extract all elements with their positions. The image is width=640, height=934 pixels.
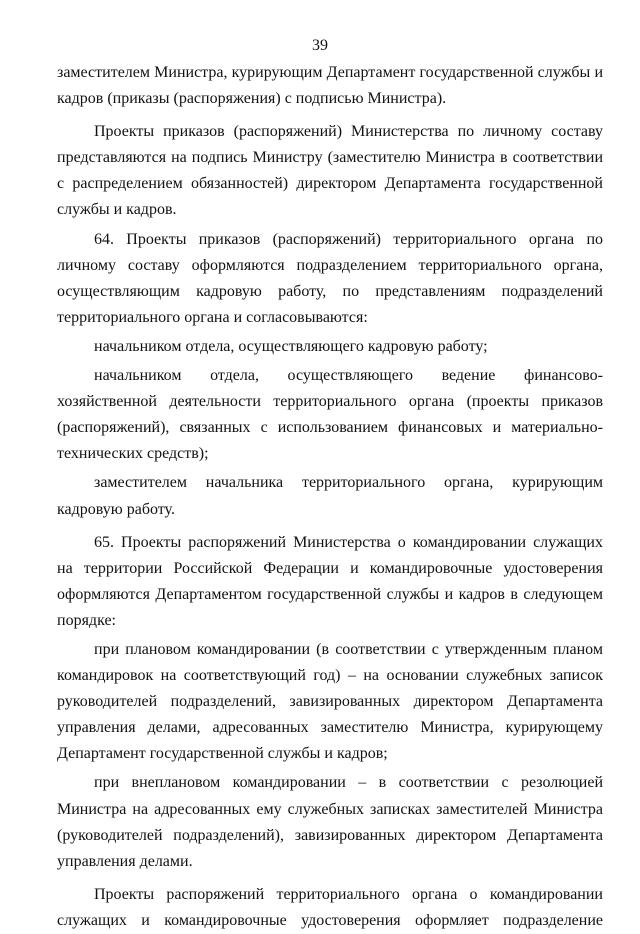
paragraph: Проекты приказов (распоряжений) Министерства по личному составу представляются на подпись Министру (заместителю Министра в соответствии с распределением обязанностей) директором Департамента государственной службы и кадров. [57, 123, 603, 219]
paragraph: при внеплановом командировании – в соответствии с резолюцией Министра на адресованных ему служебных записках заместителей Министра (руководителей подразделений), завизированных директором Департамента управления делами. [57, 774, 603, 870]
paragraph-item-64: 64. Проекты приказов (распоряжений) территориального органа по личному составу оформляются подразделением территориального органа, осуществляющим кадровую работу, по представлениям подразделений территориального органа и согласовываются: [57, 230, 603, 326]
document-body [57, 60, 603, 934]
page-number: 39 [312, 37, 328, 54]
paragraph: начальником отдела, осуществляющего кадровую работу; [94, 337, 488, 355]
paragraph: заместителем начальника территориального органа, курирующим кадровую работу. [57, 474, 603, 518]
paragraph-item-65: 65. Проекты распоряжений Министерства о командировании служащих на территории Российской Федерации и командировочные удостоверения оформляются Департаментом государственной службы и кадров в следующем порядке: [57, 533, 603, 629]
paragraph: Проекты распоряжений территориального органа о командировании служащих и командировочные удостоверения оформляет подразделение [57, 885, 603, 929]
paragraph: начальником отдела, осуществляющего ведение финансово-хозяйственной деятельности территориального органа (проекты приказов (распоряжений), связанных с использованием финансовых и материально-технических средств); [57, 367, 603, 463]
paragraph: заместителем Министра, курирующим Департамент государственной службы и кадров (приказы (распоряжения) с подписью Министра). [57, 64, 603, 108]
paragraph: при плановом командировании (в соответствии с утвержденным планом командировок на соответствующий год) – на основании служебных записок руководителей подразделений, завизированных директором Департамента управления делами, адресованных заместителю Министра, курирующему Департамент государственной службы и кадров; [57, 640, 603, 763]
